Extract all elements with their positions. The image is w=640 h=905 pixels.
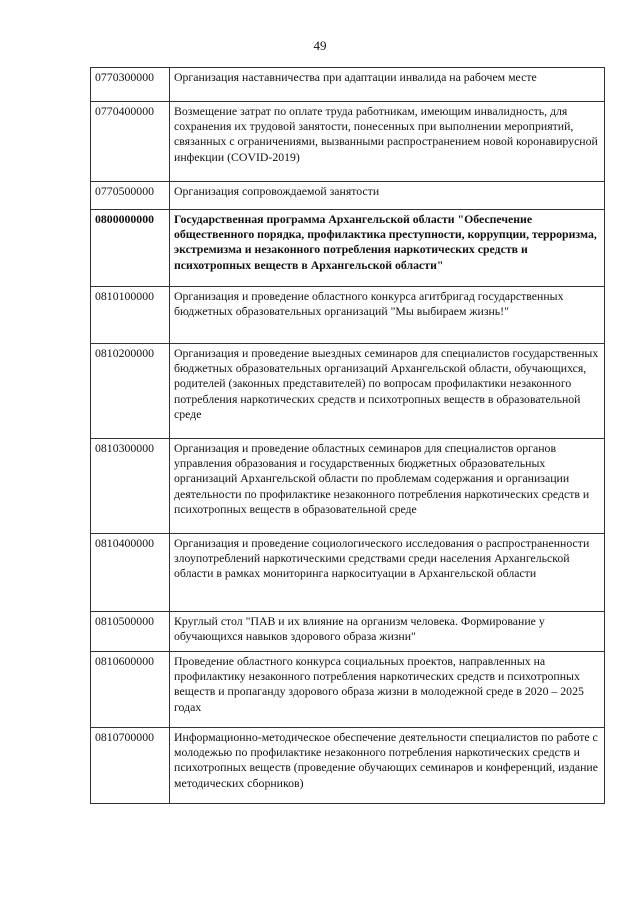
row-description: Организация и проведение областных семинаров для специалистов органов управления образования и государственных бюджетных образовательных организаций Архангельской области по проблемам содержания и организации деятельности по профилактике незаконного потребления наркотических средств и психотропных веществ в образовательной среде (170, 439, 605, 534)
row-code: 0810600000 (91, 652, 170, 728)
row-code: 0770400000 (91, 102, 170, 182)
table-row (91, 612, 605, 652)
row-code: 0810200000 (91, 344, 170, 439)
row-description: Организация сопровождаемой занятости (170, 182, 605, 210)
budget-codes-table (90, 67, 605, 804)
row-description: Организация и проведение выездных семинаров для специалистов государственных бюджетных образовательных организаций Архангельской области, обучающихся, родителей (законных представителей) по вопросам профилактики незаконного потребления наркотических средств и психотропных веществ в образовательной среде (170, 344, 605, 439)
row-code: 0810700000 (91, 728, 170, 804)
table-row (91, 287, 605, 344)
page-number: 49 (313, 38, 327, 53)
row-description: Информационно-методическое обеспечение деятельности специалистов по работе с молодежью по профилактике незаконного потребления наркотических средств и психотропных веществ (проведение обучающих семинаров и конференций, издание методических сборников) (170, 728, 605, 804)
row-code: 0810400000 (91, 534, 170, 612)
table-row (91, 534, 605, 612)
table-row (91, 102, 605, 182)
row-description: Круглый стол "ПАВ и их влияние на организм человека. Формирование у обучающихся навыков здорового образа жизни" (170, 612, 605, 652)
row-description: Организация и проведение социологического исследования о распространенности злоупотреблений наркотическими средствами среди населения Архангельской области в рамках мониторинга наркоситуации в Архангельской области (170, 534, 605, 612)
row-code: 0810500000 (91, 612, 170, 652)
row-code: 0800000000 (91, 210, 170, 287)
table-row (91, 344, 605, 439)
table-row (91, 439, 605, 534)
table-row (91, 182, 605, 210)
table-row-program (91, 210, 605, 287)
row-description: Организация и проведение областного конкурса агитбригад государственных бюджетных образовательных организаций "Мы выбираем жизнь!" (170, 287, 605, 344)
row-description: Возмещение затрат по оплате труда работникам, имеющим инвалидность, для сохранения их трудовой занятости, понесенных при выполнении мероприятий, связанных с ограничениями, вызванными распространением новой коронавирусной инфекции (COVID-2019) (170, 102, 605, 182)
row-description: Государственная программа Архангельской области "Обеспечение общественного порядка, профилактика преступности, коррупции, терроризма, экстремизма и незаконного потребления наркотических средств и психотропных веществ в Архангельской области" (170, 210, 605, 287)
row-description: Организация наставничества при адаптации инвалида на рабочем месте (170, 68, 605, 102)
table-row (91, 68, 605, 102)
table-row (91, 728, 605, 804)
row-code: 0770500000 (91, 182, 170, 210)
row-code: 0810300000 (91, 439, 170, 534)
row-description: Проведение областного конкурса социальных проектов, направленных на профилактику незаконного потребления наркотических средств и психотропных веществ и пропаганду здорового образа жизни в молодежной среде в 2020 – 2025 годах (170, 652, 605, 728)
table-row (91, 652, 605, 728)
row-code: 0770300000 (91, 68, 170, 102)
row-code: 0810100000 (91, 287, 170, 344)
